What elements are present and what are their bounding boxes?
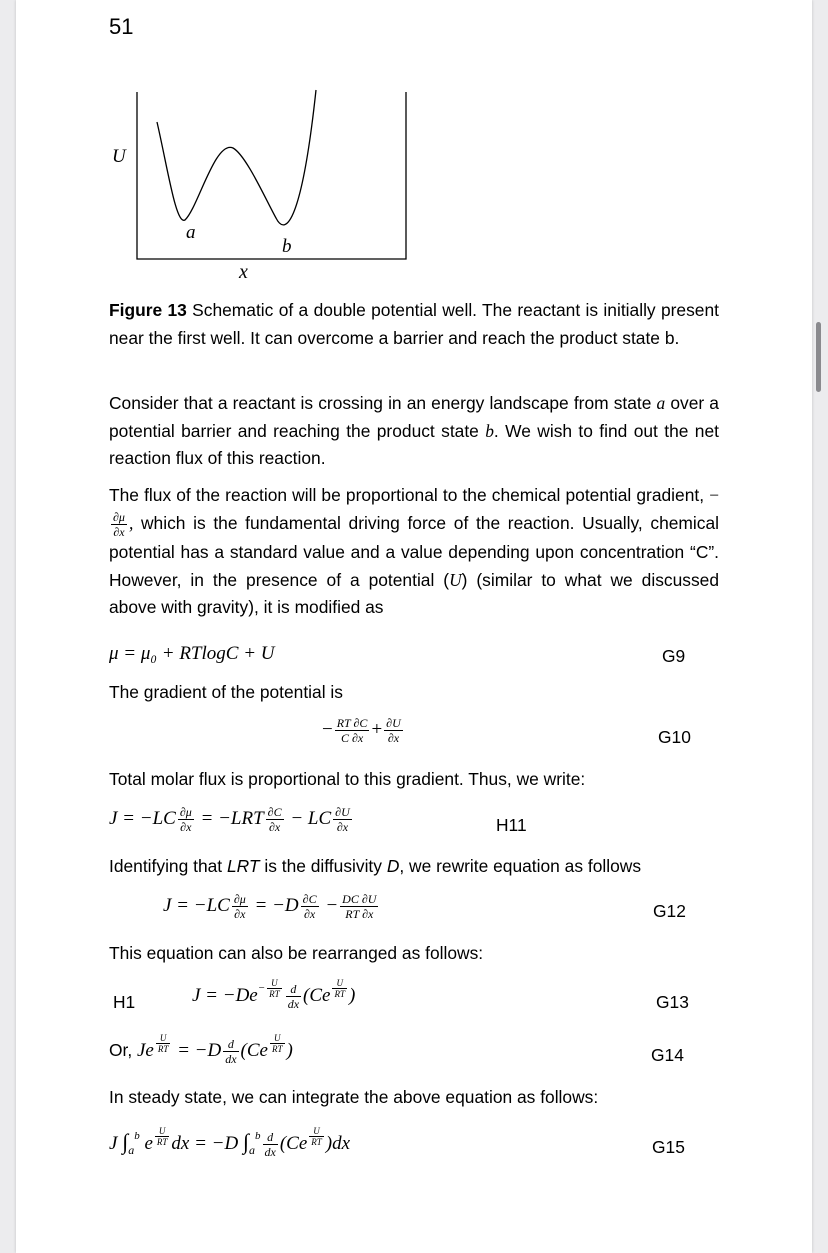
paragraph-flux <box>109 482 719 622</box>
minus: − <box>322 718 333 740</box>
fraction <box>335 716 370 745</box>
upper-limit: b <box>134 1130 140 1143</box>
numerator: RT ∂C <box>336 716 368 730</box>
fraction <box>267 978 282 999</box>
equation-label-g15: G15 <box>652 1137 685 1157</box>
text: . We wish to find out the net reaction flux of this reaction. <box>109 420 719 468</box>
numerator: U <box>309 1126 324 1137</box>
equation-label-g13: G13 <box>656 992 689 1012</box>
var-b: b <box>485 420 494 441</box>
steady-state-intro: In steady state, we can integrate the above equation as follows: <box>109 1087 599 1107</box>
dx: dx <box>171 1133 190 1155</box>
exponent <box>153 1126 172 1147</box>
well-b-label: b <box>282 236 292 257</box>
numerator: ∂U <box>335 805 350 819</box>
prefix: Or, <box>109 1040 133 1061</box>
well-a-label: a <box>186 222 196 243</box>
fraction <box>340 892 378 921</box>
text: which is the fundamental driving force of the reaction. Usually, chemical potential has a standard value and a value depending upon concentration “C”. However, in the presence of a potential ( <box>109 512 719 590</box>
numerator: ∂C <box>267 805 282 819</box>
equation-g10 <box>322 716 405 745</box>
figure-axes <box>137 92 406 259</box>
fraction <box>178 805 194 834</box>
text: , we rewrite equation as follows <box>399 856 642 876</box>
paren-close: )dx <box>325 1133 351 1155</box>
lhs: J = −LC <box>109 807 176 829</box>
exponent <box>268 1033 287 1054</box>
exponent <box>257 978 284 999</box>
mid: = −D <box>254 894 299 916</box>
lhs: J <box>109 1133 118 1155</box>
fraction <box>232 892 248 921</box>
lhs: Je <box>136 1040 154 1062</box>
text: The flux of the reaction will be proportional to the chemical potential gradient, <box>109 485 705 505</box>
lhs: J = −LC <box>163 894 230 916</box>
derivative <box>263 1130 278 1159</box>
var-a: a <box>656 393 666 413</box>
potential-curve <box>157 90 316 225</box>
numerator: U <box>155 1126 170 1137</box>
denominator: RT <box>156 1137 168 1147</box>
scrollbar-thumb[interactable] <box>816 322 821 392</box>
numerator: U <box>267 978 282 989</box>
denominator: ∂x <box>336 820 349 834</box>
x-axis-label: x <box>239 261 248 283</box>
numerator: U <box>332 978 347 989</box>
derivative <box>286 982 301 1011</box>
equation-g12 <box>163 892 380 921</box>
text: Identifying that <box>109 856 223 876</box>
equation-g9: μ = μ₀ + RTlogC + U <box>109 643 275 664</box>
denominator: RT <box>334 989 345 999</box>
fraction <box>156 1033 171 1054</box>
var-D: D <box>386 856 400 876</box>
var-LRT: LRT <box>226 856 260 876</box>
paren-close: ) <box>286 1040 293 1062</box>
mid: = −D <box>194 1133 239 1155</box>
fraction <box>155 1126 170 1147</box>
fraction <box>111 510 127 539</box>
numerator: ∂U <box>386 716 401 730</box>
e: e <box>144 1133 153 1155</box>
text: is the diffusivity <box>264 856 382 876</box>
upper-limit: b <box>255 1130 261 1143</box>
lower-limit: a <box>128 1143 135 1158</box>
y-axis-label: U <box>112 146 126 167</box>
mid2: − LC <box>290 807 332 829</box>
minus: − <box>257 982 266 995</box>
numerator: U <box>156 1033 171 1044</box>
denominator: RT <box>271 1044 283 1054</box>
denominator: ∂x <box>234 907 246 921</box>
mid: = −LRT <box>200 807 264 829</box>
fraction <box>301 892 319 921</box>
equation-g13 <box>192 978 355 1011</box>
denominator: RT <box>269 989 280 999</box>
mid2: − <box>325 894 339 916</box>
numerator: U <box>270 1033 285 1044</box>
equation-g15 <box>109 1126 350 1159</box>
numerator: ∂μ <box>113 510 125 524</box>
denominator: dx <box>264 1145 276 1160</box>
denominator: RT ∂x <box>345 907 374 921</box>
numerator: ∂μ <box>233 892 246 906</box>
fraction <box>270 1033 285 1054</box>
numerator: d <box>286 982 301 997</box>
mid: = −D <box>177 1040 222 1062</box>
paren-open: (Ce <box>240 1040 268 1062</box>
rearrange-intro: This equation can also be rearranged as follows: <box>109 943 484 963</box>
integral: ∫ <box>122 1129 129 1155</box>
integral: ∫ <box>242 1129 250 1155</box>
paren-open: (Ce <box>279 1133 308 1155</box>
equation-label-g9: G9 <box>662 646 686 666</box>
exponent <box>330 978 349 999</box>
fraction <box>266 805 284 834</box>
equation-left-label-h1: H1 <box>113 992 136 1012</box>
fraction <box>384 716 403 745</box>
equation-label-g14: G14 <box>651 1045 684 1065</box>
equation-label-h11: H11 <box>496 815 527 835</box>
text: over a potential barrier and reaching the product state <box>109 393 719 441</box>
denominator: RT <box>311 1137 322 1147</box>
denominator: RT <box>157 1044 169 1054</box>
denominator: ∂x <box>387 731 400 745</box>
paren-open: (Ce <box>303 985 331 1007</box>
lower-limit: a <box>249 1143 256 1158</box>
lhs: J = −De <box>192 985 258 1007</box>
fraction <box>332 978 347 999</box>
denominator: ∂x <box>113 525 125 539</box>
var-U: U <box>449 569 462 590</box>
equation-g14 <box>109 1033 293 1066</box>
denominator: dx <box>287 997 300 1012</box>
fraction <box>309 1126 324 1147</box>
denominator: dx <box>225 1052 237 1067</box>
comma: , <box>128 512 134 533</box>
numerator: d <box>263 1130 278 1145</box>
diffusivity-intro <box>109 853 729 881</box>
fraction <box>333 805 352 834</box>
text: Consider that a reactant is crossing in an energy landscape from state <box>109 393 652 413</box>
page-number: 51 <box>109 14 134 39</box>
molar-flux-intro: Total molar flux is proportional to this gradient. Thus, we write: <box>109 769 586 789</box>
equation-label-g12: G12 <box>653 901 686 921</box>
numerator: ∂μ <box>179 805 192 819</box>
caption-text: Schematic of a double potential well. The reactant is initially present near the first well. It can overcome a barrier and reach the product state b. <box>109 300 719 348</box>
figure-caption <box>109 297 719 352</box>
plus: + <box>371 718 383 740</box>
denominator: ∂x <box>269 820 281 834</box>
minus: − <box>709 485 719 505</box>
numerator: DC ∂U <box>342 892 377 906</box>
paragraph-energy-landscape <box>109 390 719 473</box>
double-well-figure <box>100 80 430 290</box>
paren-close: ) <box>348 985 356 1007</box>
denominator: ∂x <box>180 820 192 834</box>
denominator: C ∂x <box>340 731 364 745</box>
text: ) (similar to what we discussed above with gravity), it is modified as <box>109 569 719 617</box>
equation-h11 <box>109 805 354 834</box>
equation-label-g10: G10 <box>658 727 691 747</box>
numerator: ∂C <box>302 892 317 906</box>
gradient-intro: The gradient of the potential is <box>109 682 343 702</box>
derivative <box>223 1037 238 1066</box>
exponent <box>307 1126 326 1147</box>
denominator: ∂x <box>303 907 316 921</box>
caption-label: Figure 13 <box>109 300 187 320</box>
numerator: d <box>223 1037 238 1052</box>
exponent <box>154 1033 173 1054</box>
